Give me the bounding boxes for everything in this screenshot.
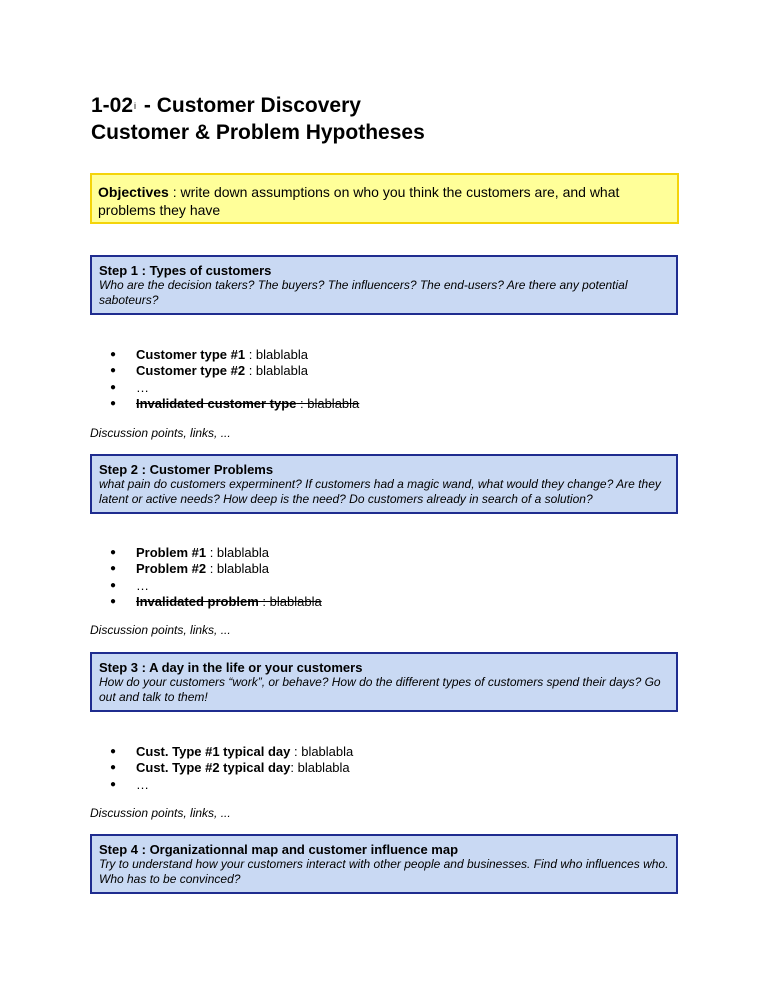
objectives-box: [90, 173, 679, 224]
list-item-invalidated: ● Invalidated problem : blablabla: [110, 594, 322, 610]
step-3-box: [90, 652, 678, 712]
step-1-list: [110, 347, 359, 412]
step-1-box: [90, 255, 678, 315]
list-item: ● …: [110, 578, 322, 594]
page-title: [91, 92, 425, 146]
step-1-title: Step 1 : Types of customers: [99, 263, 272, 278]
step-2-description: what pain do customers experminent? If customers had a magic wand, what would they change? Are they latent or active needs? How deep is the need? Do customers already in search of a solution?: [99, 477, 661, 506]
list-item: ● …: [110, 380, 359, 396]
title-line-2: Customer & Problem Hypotheses: [91, 121, 425, 144]
list-item: ● Cust. Type #1 typical day : blablabla: [110, 744, 353, 760]
list-item: ● Customer type #2 : blablabla: [110, 363, 359, 379]
list-item: ● Cust. Type #2 typical day: blablabla: [110, 760, 353, 776]
list-item: ● Problem #1 : blablabla: [110, 545, 322, 561]
objectives-label: Objectives: [98, 184, 169, 200]
list-item: ● Customer type #1 : blablabla: [110, 347, 359, 363]
step-2-discussion: Discussion points, links, ...: [90, 623, 231, 637]
step-4-box: [90, 834, 678, 894]
list-item: ● …: [110, 777, 353, 793]
step-1-discussion: Discussion points, links, ...: [90, 426, 231, 440]
step-1-description: Who are the decision takers? The buyers? The influencers? The end-users? Are there any potential saboteurs?: [99, 278, 628, 307]
step-4-description: Try to understand how your customers interact with other people and businesses. Find who influences who. Who has to be convinced?: [99, 857, 669, 886]
list-item: ● Problem #2 : blablabla: [110, 561, 322, 577]
objectives-text: : write down assumptions on who you think the customers are, and what problems they have: [98, 184, 620, 218]
step-3-discussion: Discussion points, links, ...: [90, 806, 231, 820]
step-3-list: [110, 744, 353, 793]
title-line-1: 1-02$^i$ - Customer Discovery: [91, 94, 361, 117]
step-4-title: Step 4 : Organizationnal map and customer influence map: [99, 842, 459, 857]
step-3-description: How do your customers “work”, or behave? How do the different types of customers spend their days? Go out and talk to them!: [99, 675, 661, 704]
step-2-title: Step 2 : Customer Problems: [99, 462, 274, 477]
step-2-list: [110, 545, 322, 610]
step-3-title: Step 3 : A day in the life or your customers: [99, 660, 363, 675]
list-item-invalidated: ● Invalidated customer type : blablabla: [110, 396, 359, 412]
footnote-marker: i: [134, 101, 137, 111]
step-2-box: [90, 454, 678, 514]
